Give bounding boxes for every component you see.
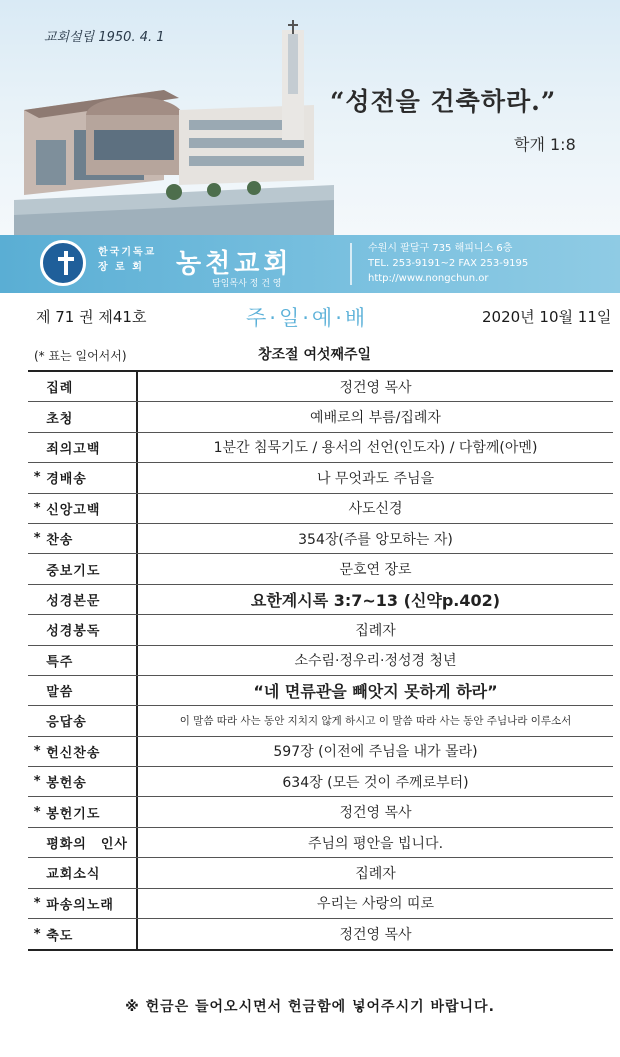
order-row [28,494,613,524]
service-date: 2020년 10월 11일 [482,308,612,326]
order-content: 이 말씀 따라 사는 동안 지치지 않게 하시고 이 말씀 따라 사는 동안 주님나라 이루소서 [179,715,572,728]
order-label-cell [28,494,138,523]
order-label-cell [28,797,138,826]
order-label-cell [28,646,138,675]
order-row [28,919,613,949]
order-content: 집례자 [355,865,396,882]
church-banner [0,235,620,293]
order-content: 354장(주를 앙모하는 자) [298,531,453,548]
order-row [28,615,613,645]
order-row [28,433,613,463]
denomination [98,245,156,275]
church-logo [40,240,86,286]
order-row [28,524,613,554]
order-label: 응답송 [46,715,87,731]
order-row [28,676,613,706]
founded-date: 교회설립 1950. 4. 1 [44,30,165,45]
order-content: 문호연 장로 [339,562,412,579]
standing-marker: * [33,804,41,820]
order-label-cell [28,433,138,462]
order-content: 정건영 목사 [339,379,412,396]
order-row [28,646,613,676]
slogan: “성전을 건축하라.” [330,87,557,116]
order-row [28,889,613,919]
standing-marker: * [33,926,41,942]
order-content: 정건영 목사 [339,805,412,822]
order-content: 나 무엇과도 주님을 [316,470,435,487]
order-label: 성경본문 [46,593,101,609]
order-content: 사도신경 [348,501,403,518]
order-content: 634장 (모든 것이 주께로부터) [282,774,469,791]
order-label-cell [28,919,138,949]
order-label-cell [28,402,138,431]
order-label: 말씀 [46,685,74,701]
order-label: 찬송 [46,533,74,549]
phone-fax: TEL. 253-9191~2 FAX 253-9195 [368,258,529,269]
senior-pastor: 담임목사 정 건 영 [212,279,282,289]
order-label: 봉헌기도 [46,806,101,822]
order-label: 파송의노래 [46,897,114,913]
order-row [28,585,613,615]
order-label: 특주 [46,654,74,670]
order-row [28,463,613,493]
order-label: 죄의고백 [46,441,101,457]
order-content: 597장 (이전에 주님을 내가 몰라) [273,744,478,761]
church-name: 농천교회 [176,249,293,279]
standing-marker: * [33,774,41,790]
church-building-illustration [14,20,334,235]
banner-divider [350,243,352,285]
cross-icon [57,251,75,275]
website-link[interactable]: http://www.nongchun.or [368,273,489,284]
order-label: 성경봉독 [46,624,101,640]
order-label-cell [28,554,138,583]
order-content: 주님의 평안을 빕니다. [307,835,444,852]
order-row [28,797,613,827]
order-label-cell [28,524,138,553]
order-row [28,737,613,767]
denomination-line1: 한국기독교 [98,247,157,258]
order-label-cell [28,737,138,766]
order-label-cell [28,585,138,614]
order-label: 축도 [46,928,74,944]
volume-number: 제 71 권 제41호 [36,308,147,326]
order-content: 예배로의 부름/집례자 [310,410,441,427]
order-label: 평화의 인사 [46,837,128,853]
order-content: 1분간 침묵기도 / 용서의 선언(인도자) / 다함께(아멘) [213,440,538,457]
order-content: “네 면류관을 빼앗지 못하게 하라” [253,682,498,702]
order-row [28,828,613,858]
order-content: 우리는 사랑의 띠로 [316,896,435,913]
order-label: 초청 [46,411,74,427]
order-row [28,554,613,584]
order-content: 정건영 목사 [339,927,412,944]
order-label: 교회소식 [46,867,101,883]
order-label-cell [28,828,138,857]
standing-marker: * [33,743,41,759]
order-label-cell [28,706,138,735]
order-label-cell [28,372,138,401]
order-label-cell [28,858,138,887]
offering-notice: ※ 헌금은 들어오시면서 헌금함에 넣어주시기 바랍니다. [125,999,495,1015]
order-label-cell [28,463,138,492]
order-content: 집례자 [355,622,396,639]
hero-banner [0,0,620,235]
order-label-cell [28,615,138,644]
order-label: 경배송 [46,472,87,488]
standing-marker: * [33,531,41,547]
order-label: 신앙고백 [46,502,101,518]
order-label: 봉헌송 [46,776,87,792]
order-row [28,858,613,888]
order-content: 소수림·정우리·정성경 청년 [294,653,457,670]
standing-marker: * [33,895,41,911]
service-title: 주·일·예·배 [246,306,369,330]
contact-info [368,241,528,286]
order-row [28,372,613,402]
order-content: 요한계시록 3:7~13 (신약p.402) [250,590,501,610]
order-label-cell [28,767,138,796]
address: 수원시 팔달구 735 해피니스 6층 [368,243,513,254]
slogan-verse: 학개 1:8 [514,135,576,154]
order-label-cell [28,676,138,705]
order-row [28,767,613,797]
order-label: 헌신찬송 [46,745,101,761]
order-row [28,402,613,432]
order-label-cell [28,889,138,918]
order-row [28,706,613,736]
standing-marker: * [33,500,41,516]
order-label: 중보기도 [46,563,101,579]
standing-note: (* 표는 일어서서) [34,349,127,363]
liturgical-subtitle: 창조절 여섯째주일 [258,347,372,363]
order-label: 집례 [46,381,74,397]
order-of-worship-table [28,370,613,951]
denomination-line2: 장 로 회 [98,262,144,273]
standing-marker: * [33,470,41,486]
